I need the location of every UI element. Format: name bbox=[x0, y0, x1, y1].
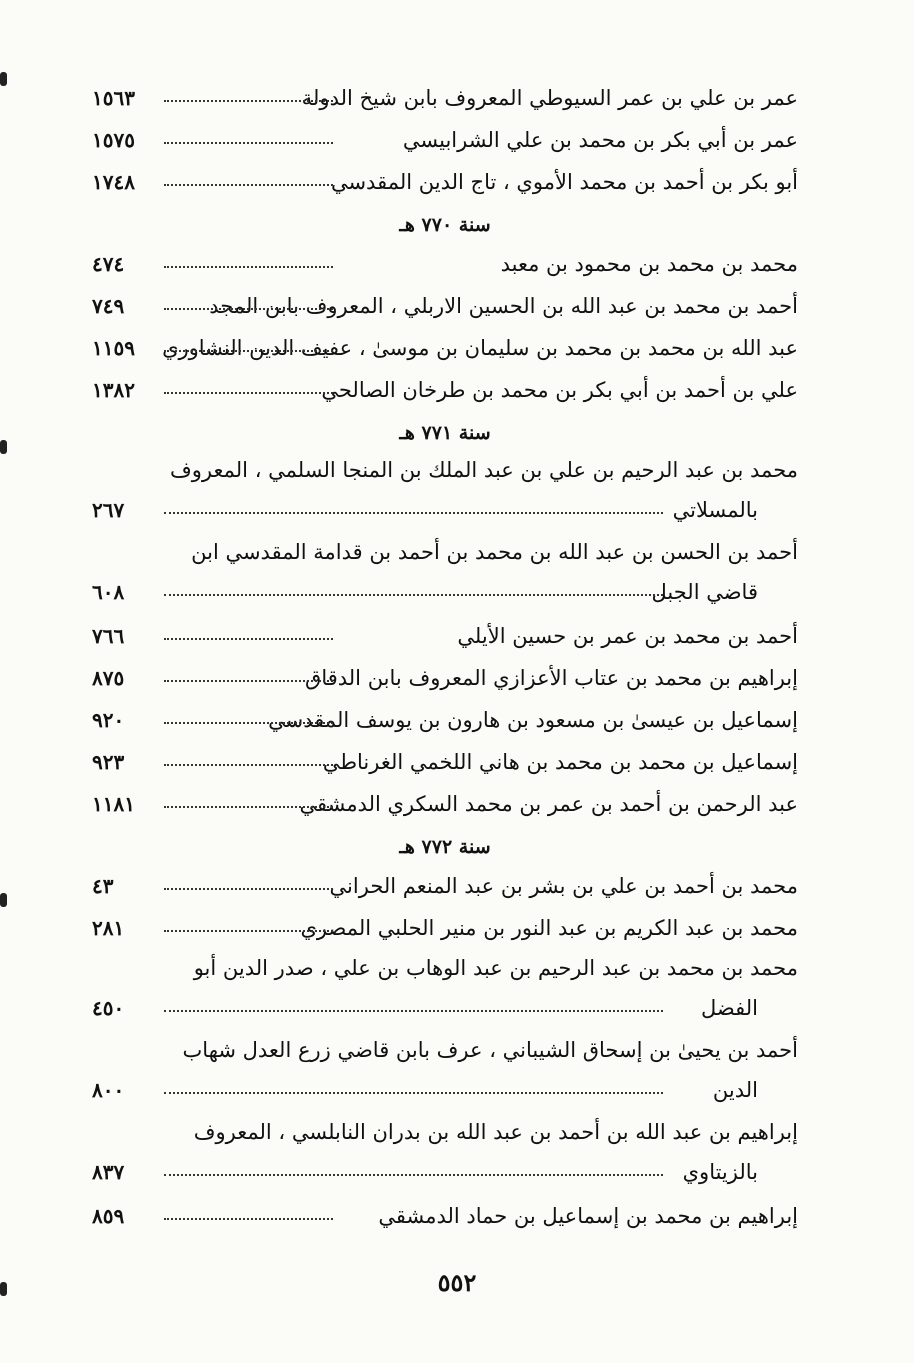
leader-dots bbox=[164, 594, 663, 596]
index-list bbox=[92, 80, 798, 1240]
entry-page: ٤٥٠ bbox=[92, 996, 125, 1020]
leader-dots bbox=[164, 266, 333, 268]
leader-dots bbox=[164, 1010, 663, 1012]
page-number: ٥٥٢ bbox=[437, 1268, 477, 1297]
entry-page: ١٣٨٢ bbox=[92, 378, 135, 402]
index-entry bbox=[92, 660, 798, 702]
entry-name: إسماعيل بن عيسىٰ بن مسعود بن هارون بن يوسف المقدسي bbox=[268, 708, 798, 732]
entry-name: محمد بن محمد بن محمود بن معبد bbox=[500, 252, 798, 276]
entry-name: عبد الله بن محمد بن محمد بن سليمان بن موسىٰ ، عفيف الدين النشاوري bbox=[162, 336, 798, 360]
entry-page: ٤٣ bbox=[92, 874, 114, 898]
entry-page: ١٧٤٨ bbox=[92, 170, 135, 194]
entry-name: محمد بن أحمد بن علي بن بشر بن عبد المنعم الحراني bbox=[329, 874, 798, 898]
leader-dots bbox=[164, 100, 333, 102]
entry-name: أحمد بن الحسن بن عبد الله بن محمد بن أحمد بن قدامة المقدسي ابن bbox=[191, 540, 798, 564]
index-entry bbox=[92, 1198, 798, 1240]
entry-page: ٨٧٥ bbox=[92, 666, 125, 690]
index-entry bbox=[92, 536, 798, 618]
index-entry bbox=[92, 1034, 798, 1116]
year-heading: سنة ٧٧١ هـ bbox=[399, 422, 491, 444]
entry-page: ١١٥٩ bbox=[92, 336, 135, 360]
entry-page: ٦٠٨ bbox=[92, 580, 125, 604]
leader-dots bbox=[164, 308, 333, 310]
index-entry bbox=[92, 952, 798, 1034]
index-entry bbox=[92, 618, 798, 660]
edge-mark bbox=[0, 1282, 7, 1296]
entry-page: ٧٦٦ bbox=[92, 624, 125, 648]
leader-dots bbox=[164, 1092, 663, 1094]
entry-name: أبو بكر بن أحمد بن محمد الأموي ، تاج الدين المقدسي bbox=[330, 170, 798, 194]
edge-mark bbox=[0, 72, 7, 86]
edge-mark bbox=[0, 893, 7, 907]
entry-name: عبد الرحمن بن أحمد بن عمر بن محمد السكري الدمشقي bbox=[299, 792, 798, 816]
entry-page: ٩٢٣ bbox=[92, 750, 125, 774]
year-heading: سنة ٧٧٢ هـ bbox=[399, 836, 491, 858]
entry-name: أحمد بن يحيىٰ بن إسحاق الشيباني ، عرف بابن قاضي زرع العدل شهاب bbox=[182, 1038, 798, 1062]
leader-dots bbox=[164, 722, 333, 724]
entry-name: عمر بن أبي بكر بن محمد بن علي الشرابيسي bbox=[402, 128, 798, 152]
leader-dots bbox=[164, 1174, 663, 1176]
leader-dots bbox=[164, 1218, 333, 1220]
index-entry bbox=[92, 910, 798, 952]
index-entry bbox=[92, 246, 798, 288]
leader-dots bbox=[164, 764, 333, 766]
entry-name-continued: بالزيتاوي bbox=[682, 1160, 758, 1184]
entry-name: محمد بن عبد الرحيم بن علي بن عبد الملك بن المنجا السلمي ، المعروف bbox=[170, 458, 798, 482]
entry-name: عمر بن علي بن عمر السيوطي المعروف بابن شيخ الدولة bbox=[301, 86, 798, 110]
entry-page: ٤٧٤ bbox=[92, 252, 125, 276]
leader-dots bbox=[164, 680, 333, 682]
entry-name: محمد بن عبد الكريم بن عبد النور بن منير الحلبي المصري bbox=[300, 916, 798, 940]
entry-name: إبراهيم بن عبد الله بن أحمد بن عبد الله بن بدران النابلسي ، المعروف bbox=[193, 1120, 798, 1144]
entry-page: ٨٥٩ bbox=[92, 1204, 125, 1228]
entry-page: ٨٣٧ bbox=[92, 1160, 125, 1184]
leader-dots bbox=[164, 638, 333, 640]
leader-dots bbox=[164, 512, 663, 514]
entry-page: ١١٨١ bbox=[92, 792, 135, 816]
entry-name: علي بن أحمد بن أبي بكر بن محمد بن طرخان الصالحي bbox=[321, 378, 798, 402]
entry-page: ١٥٦٣ bbox=[92, 86, 135, 110]
leader-dots bbox=[164, 142, 333, 144]
index-entry bbox=[92, 702, 798, 744]
entry-name-continued: الفضل bbox=[701, 996, 758, 1020]
index-entry bbox=[92, 372, 798, 414]
entry-page: ٨٠٠ bbox=[92, 1078, 125, 1102]
entry-name: محمد بن محمد بن عبد الرحيم بن عبد الوهاب بن علي ، صدر الدين أبو bbox=[193, 956, 798, 980]
leader-dots bbox=[164, 184, 333, 186]
index-entry bbox=[92, 454, 798, 536]
index-entry bbox=[92, 1116, 798, 1198]
index-entry bbox=[92, 786, 798, 828]
leader-dots bbox=[164, 392, 333, 394]
entry-name: إبراهيم بن محمد بن إسماعيل بن حماد الدمشقي bbox=[378, 1204, 798, 1228]
year-heading: سنة ٧٧٠ هـ bbox=[399, 214, 491, 236]
leader-dots bbox=[164, 806, 333, 808]
entry-page: ٢٨١ bbox=[92, 916, 125, 940]
index-entry bbox=[92, 122, 798, 164]
index-entry bbox=[92, 164, 798, 206]
entry-name-continued: قاضي الجبل bbox=[651, 580, 758, 604]
entry-name: إسماعيل بن محمد بن محمد بن هاني اللخمي الغرناطي bbox=[322, 750, 798, 774]
entry-name-continued: بالمسلاتي bbox=[672, 498, 758, 522]
entry-name: إبراهيم بن محمد بن عتاب الأعزازي المعروف بابن الدقاق bbox=[305, 666, 798, 690]
entry-page: ٢٦٧ bbox=[92, 498, 125, 522]
index-entry bbox=[92, 868, 798, 910]
index-entry bbox=[92, 330, 798, 372]
leader-dots bbox=[164, 350, 333, 352]
entry-name: أحمد بن محمد بن عبد الله بن الحسين الاربلي ، المعروف بابن المجد bbox=[209, 294, 798, 318]
leader-dots bbox=[164, 888, 333, 890]
index-entry bbox=[92, 288, 798, 330]
leader-dots bbox=[164, 930, 333, 932]
entry-page: ٩٢٠ bbox=[92, 708, 125, 732]
entry-name-continued: الدين bbox=[712, 1078, 758, 1102]
edge-mark bbox=[0, 440, 7, 454]
entry-page: ١٥٧٥ bbox=[92, 128, 135, 152]
entry-page: ٧٤٩ bbox=[92, 294, 125, 318]
entry-name: أحمد بن محمد بن عمر بن حسين الأيلي bbox=[457, 624, 798, 648]
index-entry bbox=[92, 744, 798, 786]
index-entry bbox=[92, 80, 798, 122]
